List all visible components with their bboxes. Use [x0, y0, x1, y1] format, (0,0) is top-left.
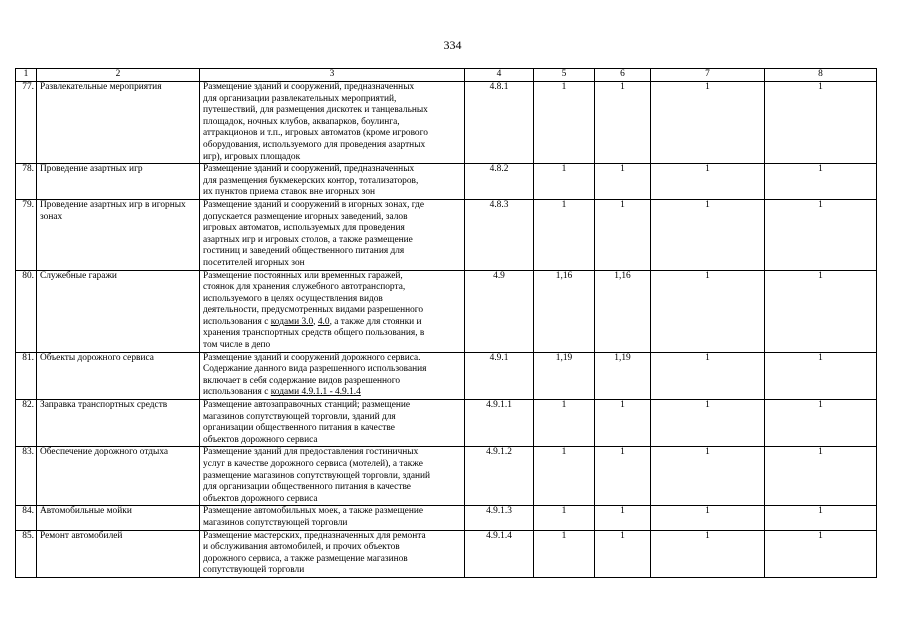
desc-line: сопутствующей торговли: [203, 565, 305, 576]
desc-line: площадок, ночных клубов, аквапарков, боулинга,: [203, 116, 400, 127]
use-type-description: [200, 400, 465, 447]
use-type-description: [200, 82, 465, 164]
table-body: [16, 69, 877, 578]
col6-value: 1: [595, 199, 651, 270]
header-cell: 4: [465, 69, 534, 82]
col6-value: 1: [595, 530, 651, 577]
row-number: 80.: [16, 270, 37, 352]
desc-line: стоянок для хранения служебного автотранспорта,: [203, 282, 406, 293]
desc-line: включает в себя содержание видов разрешенного: [203, 375, 401, 386]
table-row: [16, 447, 877, 506]
desc-line: магазинов сопутствующей торговли: [203, 517, 348, 528]
desc-line: размещение магазинов сопутствующей торговли, зданий: [203, 470, 431, 481]
desc-line: Содержание данного вида разрешенного использования: [203, 364, 427, 375]
desc-line: Размещение зданий и сооружений дорожного сервиса.: [203, 352, 421, 363]
row-number: 85.: [16, 530, 37, 577]
col7-value: 1: [651, 82, 765, 164]
use-type-description: [200, 270, 465, 352]
col6-value: 1: [595, 447, 651, 506]
use-type-name: Развлекательные мероприятия: [37, 82, 200, 164]
desc-line: Размещение зданий и сооружений, предназначенных: [203, 164, 415, 175]
col7-value: 1: [651, 270, 765, 352]
desc-text: , а также для стоянки и: [329, 316, 422, 327]
use-type-name: Служебные гаражи: [37, 270, 200, 352]
col5-value: 1: [534, 199, 595, 270]
col8-value: 1: [765, 199, 877, 270]
header-cell: 3: [200, 69, 465, 82]
desc-text: использования с: [203, 387, 271, 398]
desc-line: деятельности, предусмотренных видами разрешенного: [203, 305, 424, 316]
use-code: 4.8.2: [465, 164, 534, 200]
desc-line: игр), игровых площадок: [203, 151, 301, 162]
desc-line: Размещение автозаправочных станций; размещение: [203, 400, 411, 411]
desc-line: Размещение зданий и сооружений в игорных зонах, где: [203, 199, 425, 210]
row-number: 81.: [16, 352, 37, 399]
col7-value: 1: [651, 352, 765, 399]
use-type-description: [200, 530, 465, 577]
row-number: 77.: [16, 82, 37, 164]
code-reference-link[interactable]: кодами 4.9.1.1 - 4.9.1.4: [270, 387, 361, 398]
col8-value: 1: [765, 447, 877, 506]
desc-text: ,: [313, 316, 318, 327]
use-type-name: Заправка транспортных средств: [37, 400, 200, 447]
col7-value: 1: [651, 447, 765, 506]
row-number: 83.: [16, 447, 37, 506]
col5-value: 1,19: [534, 352, 595, 399]
desc-line: Размещение зданий и сооружений, предназначенных: [203, 82, 415, 92]
row-number: 78.: [16, 164, 37, 200]
desc-line: [203, 317, 463, 329]
table-row: [16, 164, 877, 200]
header-cell: 2: [37, 69, 200, 82]
use-type-description: [200, 352, 465, 399]
col5-value: 1: [534, 82, 595, 164]
header-cell: 8: [765, 69, 877, 82]
col5-value: 1,16: [534, 270, 595, 352]
use-code: 4.9.1.2: [465, 447, 534, 506]
desc-line: путешествий, для размещения дискотек и танцевальных: [203, 105, 428, 116]
table-row: [16, 530, 877, 577]
row-number: 84.: [16, 506, 37, 530]
use-type-description: [200, 447, 465, 506]
col6-value: 1: [595, 82, 651, 164]
use-type-description: [200, 199, 465, 270]
col8-value: 1: [765, 164, 877, 200]
header-cell: 6: [595, 69, 651, 82]
desc-line: и обслуживания автомобилей, и прочих объектов: [203, 542, 400, 553]
desc-line: игровых автоматов, используемых для проведения: [203, 223, 405, 234]
use-code: 4.9.1.1: [465, 400, 534, 447]
col8-value: 1: [765, 530, 877, 577]
desc-line: организации общественного питания в качестве: [203, 423, 395, 434]
use-type-name: Проведение азартных игр в игорных зонах: [37, 199, 200, 270]
desc-line: для организации общественного питания в качестве: [203, 482, 411, 493]
desc-line: том числе в депо: [203, 340, 271, 351]
col6-value: 1,19: [595, 352, 651, 399]
col5-value: 1: [534, 400, 595, 447]
col7-value: 1: [651, 199, 765, 270]
row-number: 82.: [16, 400, 37, 447]
desc-line: магазинов сопутствующей торговли, зданий для: [203, 411, 396, 422]
use-code: 4.8.3: [465, 199, 534, 270]
desc-line: дорожного сервиса, а также размещение магазинов: [203, 553, 408, 564]
use-type-description: [200, 164, 465, 200]
desc-line: [203, 387, 463, 399]
row-number: 79.: [16, 199, 37, 270]
use-type-name: Автомобильные мойки: [37, 506, 200, 530]
desc-line: оборудования, используемого для проведения азартных: [203, 139, 426, 150]
col5-value: 1: [534, 164, 595, 200]
code-reference-link[interactable]: 4.0: [317, 316, 330, 327]
header-cell: 1: [16, 69, 37, 82]
col8-value: 1: [765, 352, 877, 399]
desc-line: Размещение постоянных или временных гаражей,: [203, 270, 403, 281]
col7-value: 1: [651, 164, 765, 200]
table-row: [16, 270, 877, 352]
header-cell: 7: [651, 69, 765, 82]
use-type-name: Ремонт автомобилей: [37, 530, 200, 577]
col5-value: 1: [534, 506, 595, 530]
desc-line: посетителей игорных зон: [203, 257, 305, 268]
col7-value: 1: [651, 400, 765, 447]
desc-line: для организации развлекательных мероприятий,: [203, 93, 397, 104]
col6-value: 1: [595, 506, 651, 530]
table-row: [16, 400, 877, 447]
table-row: [16, 82, 877, 164]
header-cell: 5: [534, 69, 595, 82]
desc-line: гостиниц и заведений общественного питания для: [203, 246, 405, 257]
use-code: 4.9.1.4: [465, 530, 534, 577]
use-code: 4.9.1: [465, 352, 534, 399]
desc-line: услуг в качестве дорожного сервиса (мотелей), а также: [203, 459, 423, 469]
use-code: 4.9: [465, 270, 534, 352]
use-type-name: Проведение азартных игр: [37, 164, 200, 200]
col5-value: 1: [534, 447, 595, 506]
land-use-table: [15, 68, 877, 578]
desc-line: объектов дорожного сервиса: [203, 493, 318, 504]
col5-value: 1: [534, 530, 595, 577]
desc-line: Размещение зданий для предоставления гостиничных: [203, 447, 419, 458]
use-type-name: Объекты дорожного сервиса: [37, 352, 200, 399]
use-type-name: Обеспечение дорожного отдыха: [37, 447, 200, 506]
table-row: [16, 352, 877, 399]
table-row: [16, 199, 877, 270]
desc-line: хранения транспортных средств общего пользования, в: [203, 328, 425, 339]
col8-value: 1: [765, 270, 877, 352]
desc-line: используемого в целях осуществления видов: [203, 293, 383, 304]
table-header-row: [16, 69, 877, 82]
use-code: 4.8.1: [465, 82, 534, 164]
desc-line: для размещения букмекерских контор, тотализаторов,: [203, 175, 419, 186]
desc-line: азартных игр и игровых столов, а также размещение: [203, 234, 413, 245]
desc-line: Размещение мастерских, предназначенных для ремонта: [203, 530, 426, 541]
desc-line: их пунктов приема ставок вне игорных зон: [203, 187, 376, 198]
code-reference-link[interactable]: кодами 3.0: [270, 316, 314, 327]
desc-text: использования с: [203, 316, 271, 327]
desc-line: Размещение автомобильных моек, а также размещение: [203, 506, 424, 517]
col8-value: 1: [765, 400, 877, 447]
desc-line: допускается размещение игорных заведений, залов: [203, 211, 408, 222]
col6-value: 1: [595, 400, 651, 447]
table-row: [16, 506, 877, 530]
col8-value: 1: [765, 506, 877, 530]
col7-value: 1: [651, 530, 765, 577]
desc-line: аттракционов и т.п., игровых автоматов (кроме игрового: [203, 128, 428, 139]
col8-value: 1: [765, 82, 877, 164]
page-number: 334: [443, 38, 462, 52]
col6-value: 1,16: [595, 270, 651, 352]
col6-value: 1: [595, 164, 651, 200]
col7-value: 1: [651, 506, 765, 530]
use-code: 4.9.1.3: [465, 506, 534, 530]
desc-line: объектов дорожного сервиса: [203, 434, 318, 445]
use-type-description: [200, 506, 465, 530]
